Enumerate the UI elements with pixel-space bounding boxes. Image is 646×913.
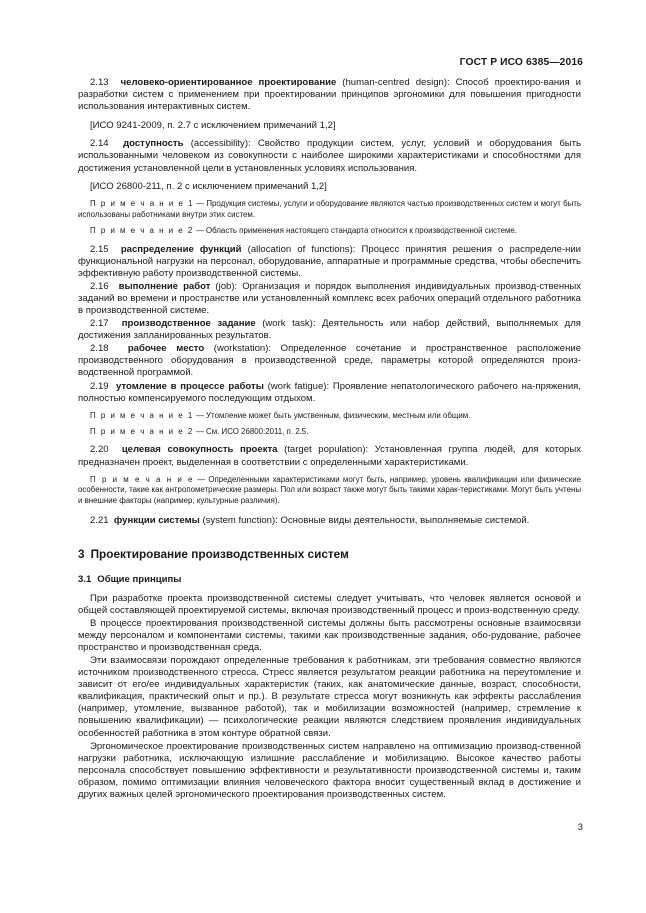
note-label: П р и м е ч а н и е 2 bbox=[90, 427, 194, 437]
term-number: 2.19 bbox=[90, 380, 109, 392]
term-entry-2-20 bbox=[78, 444, 581, 468]
page-number: 3 bbox=[577, 822, 583, 833]
term-number: 2.15 bbox=[90, 243, 109, 255]
note bbox=[78, 475, 581, 507]
term-entry-2-17 bbox=[78, 318, 581, 342]
term-definition: (target population): Установленная группа людей, для которых предназначен проект, выделенная в соответствии с определенными характеристиками. bbox=[78, 444, 581, 468]
term-reference: [ИСО 26800-211, п. 2 с исключением примечаний 1,2] bbox=[90, 181, 327, 193]
note-label: П р и м е ч а н и е bbox=[90, 474, 194, 484]
term-entry-2-21 bbox=[78, 515, 581, 527]
term-name: функции системы bbox=[113, 515, 200, 527]
term-reference: [ИСО 9241-2009, п. 2.7 с исключением примечаний 1,2] bbox=[90, 119, 336, 131]
note-text: — Определенными характеристиками могут быть, например, уровень квалификации или физические особенности, такие как антропометрические размеры. Пол или возраст также могут быть такими харак-теристиками. Могут быть учтены и внешние факторы (например, культурные различия). bbox=[78, 474, 581, 505]
term-definition: (job): Организация и порядок выполнения индивидуальных производ-ственных заданий во времени и пространстве или установленный комплекс всех рабочих операций отдельного работника в производственной системе. bbox=[78, 280, 582, 316]
term-number: 2.21 bbox=[90, 515, 109, 527]
term-name: целевая совокупность проекта bbox=[121, 444, 278, 456]
term-number: 2.14 bbox=[90, 138, 109, 150]
term-name: доступность bbox=[123, 138, 184, 150]
note-label: П р и м е ч а н и е 1 bbox=[90, 199, 195, 209]
term-definition: (allocation of functions): Процесс принятия решения о распределе-нии функциональной нагрузки на персонал, оборудование, аппаратные и программные средства, чтобы обеспечить эффективную работу производственной системы. bbox=[78, 243, 582, 279]
term-definition: (system function): Основные виды деятельности, выполняемые системой. bbox=[199, 515, 530, 527]
body-paragraph: Эргономическое проектирование производственных систем направлено на оптимизацию производ-ственной нагрузки работника, исключающую излишние расслабление и мобилизацию. Высокое качество работы персонала способствует повышению эффективности и результативности производственной системы и, таким образом, помимо оптимизации влияния человеческого фактора вносит существенный вклад в достижение и других важных целей эргономического проектирования производственных систем. bbox=[78, 740, 581, 800]
term-entry-2-14 bbox=[78, 138, 581, 174]
term-number: 2.16 bbox=[90, 280, 109, 292]
note-1 bbox=[78, 411, 581, 422]
term-number: 2.17 bbox=[90, 318, 109, 330]
term-definition: (human-centred design): Способ проектиро-вания и разработки систем с применением при проектировании принципов эргономики для повышения пригодности использования интерактивных систем. bbox=[78, 77, 581, 113]
subsection-number: 3.1 bbox=[78, 573, 92, 585]
note-text: — См. ИСО 26800:2011, п. 2.5. bbox=[193, 427, 309, 437]
note-text: — Утомление может быть умственным, физическим, местным или общим. bbox=[193, 410, 471, 420]
section-heading bbox=[78, 547, 581, 561]
subsection-title: Общие принципы bbox=[97, 573, 182, 585]
term-number: 2.20 bbox=[90, 444, 109, 456]
note-text: — Область применения настоящего стандарта относится к производственной системе. bbox=[193, 226, 518, 236]
term-name: выполнение работ bbox=[118, 280, 211, 292]
term-name: производственное задание bbox=[121, 318, 256, 330]
page-content bbox=[78, 77, 581, 801]
subsection-heading bbox=[78, 574, 581, 585]
note-1 bbox=[78, 199, 581, 220]
note-text: — Продукция системы, услуги и оборудование являются частью производственных систем и могут быть использованы работниками внутри этих систем. bbox=[78, 199, 582, 219]
term-entry-2-16 bbox=[78, 281, 581, 317]
term-number: 2.18 bbox=[90, 343, 109, 355]
term-name: утомление в процессе работы bbox=[116, 380, 264, 392]
term-entry-2-15 bbox=[78, 244, 581, 280]
term-name: распределение функций bbox=[120, 243, 242, 255]
section-number: 3 bbox=[78, 546, 85, 561]
note-label: П р и м е ч а н и е 1 bbox=[90, 410, 194, 420]
standard-designation: ГОСТ Р ИСО 6385—2016 bbox=[459, 57, 583, 68]
body-paragraph: Эти взаимосвязи порождают определенные требования к работникам, эти требования совместно являются источником производственного стресса. Стресс является результатом реакции работника на переутомление и зависит от его/ее индивидуальных характеристик (таких, как анатомические данные, возраст, способности, квалификация, практический опыт и пр.). В результате стресса могут возникнуть как эффекты расслабления (например, утомление, вызванное работой), так и мобилизации возможностей (например, стремление к повышению квалификации) — психологические реакции являются следствием проявления индивидуальных особенностей работника в этом контуре обратной связи. bbox=[78, 654, 581, 739]
body-paragraph: При разработке проекта производственной системы следует учитывать, что человек является основой и общей составляющей проектируемой системы, включая производственный процесс и произ-водственную среду. bbox=[78, 592, 581, 616]
term-definition: (workstation): Определенное сочетание и пространственное расположение производственного оборудования в производственной среде, параметры которой определяются произ-водственной программой. bbox=[78, 343, 582, 379]
term-name: рабочее место bbox=[127, 343, 205, 355]
term-entry-2-13 bbox=[78, 77, 581, 113]
term-name: человеко-ориентированное проектирование bbox=[120, 77, 337, 88]
term-definition: (accessibility): Свойство продукции систем, услуг, условий и оборудования быть использованными человеком из совокупности с наиболее широкими характеристиками и способностями для достижения установленной цели в установленных условиях использования. bbox=[78, 138, 581, 174]
term-definition: (work fatigue): Проявление непатологического рабочего на-пряжения, полностью компенсируемого последующим отдыхом. bbox=[78, 380, 581, 404]
body-paragraph: В процессе проектирования производственной системы должны быть рассмотрены основные взаимосвязи между персоналом и компонентами системы, такими как производственные задания, обо-рудование, рабочее пространство и производственная среда. bbox=[78, 617, 581, 653]
term-entry-2-19 bbox=[78, 381, 581, 405]
term-definition: (work task): Деятельность или набор действий, выполняемых для достижения запланированных результатов. bbox=[78, 318, 581, 342]
term-entry-2-18 bbox=[78, 343, 581, 379]
note-2 bbox=[78, 226, 581, 237]
section-title: Проектирование производственных систем bbox=[90, 546, 349, 561]
note-label: П р и м е ч а н и е 2 bbox=[90, 226, 194, 236]
term-number: 2.13 bbox=[90, 77, 109, 88]
note-2 bbox=[78, 427, 581, 438]
